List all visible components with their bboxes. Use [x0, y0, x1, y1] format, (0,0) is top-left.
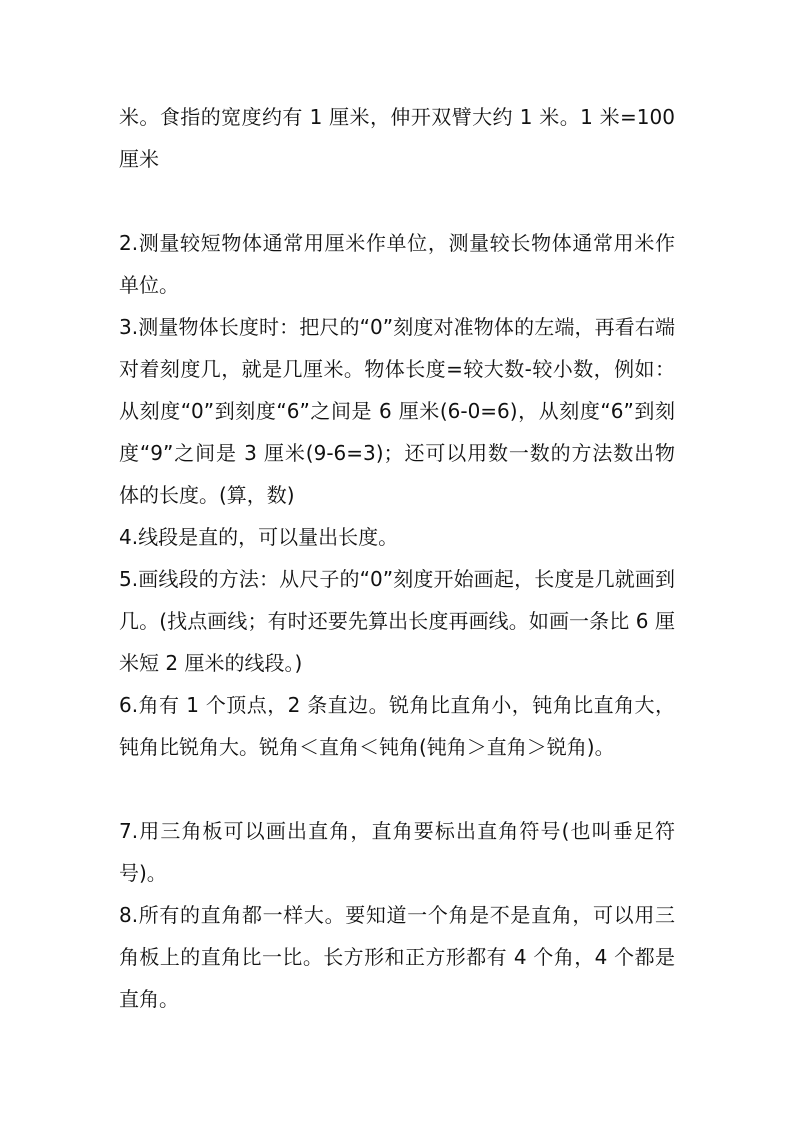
- paragraph-item-8: 8.所有的直角都一样大。要知道一个角是不是直角，可以用三角板上的直角比一比。长方形和正方形都有 4 个角，4 个都是直角。: [119, 903, 675, 1011]
- paragraph-item-4: 4.线段是直的，可以量出长度。: [119, 525, 399, 549]
- paragraph-item-5: 5.画线段的方法：从尺子的“0”刻度开始画起，长度是几就画到几。(找点画线；有时还要先算出长度再画线。如画一条比 6 厘米短 2 厘米的线段。): [119, 567, 675, 675]
- document-page: [119, 96, 675, 1020]
- paragraph-meter-intro: 米。食指的宽度约有 1 厘米，伸开双臂大约 1 米。1 米=100 厘米: [119, 105, 675, 171]
- paragraph-item-6: 6.角有 1 个顶点，2 条直边。锐角比直角小，钝角比直角大，钝角比锐角大。锐角＜直角＜钝角(钝角＞直角＞锐角)。: [119, 693, 675, 759]
- paragraph-item-2: 2.测量较短物体通常用厘米作单位，测量较长物体通常用米作单位。: [119, 231, 675, 297]
- paragraph-item-3: 3.测量物体长度时：把尺的“0”刻度对准物体的左端，再看右端对着刻度几，就是几厘米。物体长度=较大数-较小数，例如：从刻度“0”到刻度“6”之间是 6 厘米(6-0=6)，从刻度“6”到刻度“9”之间是 3 厘米(9-6=3)；还可以用数一数的方法数出物体的长度。(算，数): [119, 315, 675, 507]
- paragraph-item-7: 7.用三角板可以画出直角，直角要标出直角符号(也叫垂足符号)。: [119, 819, 675, 885]
